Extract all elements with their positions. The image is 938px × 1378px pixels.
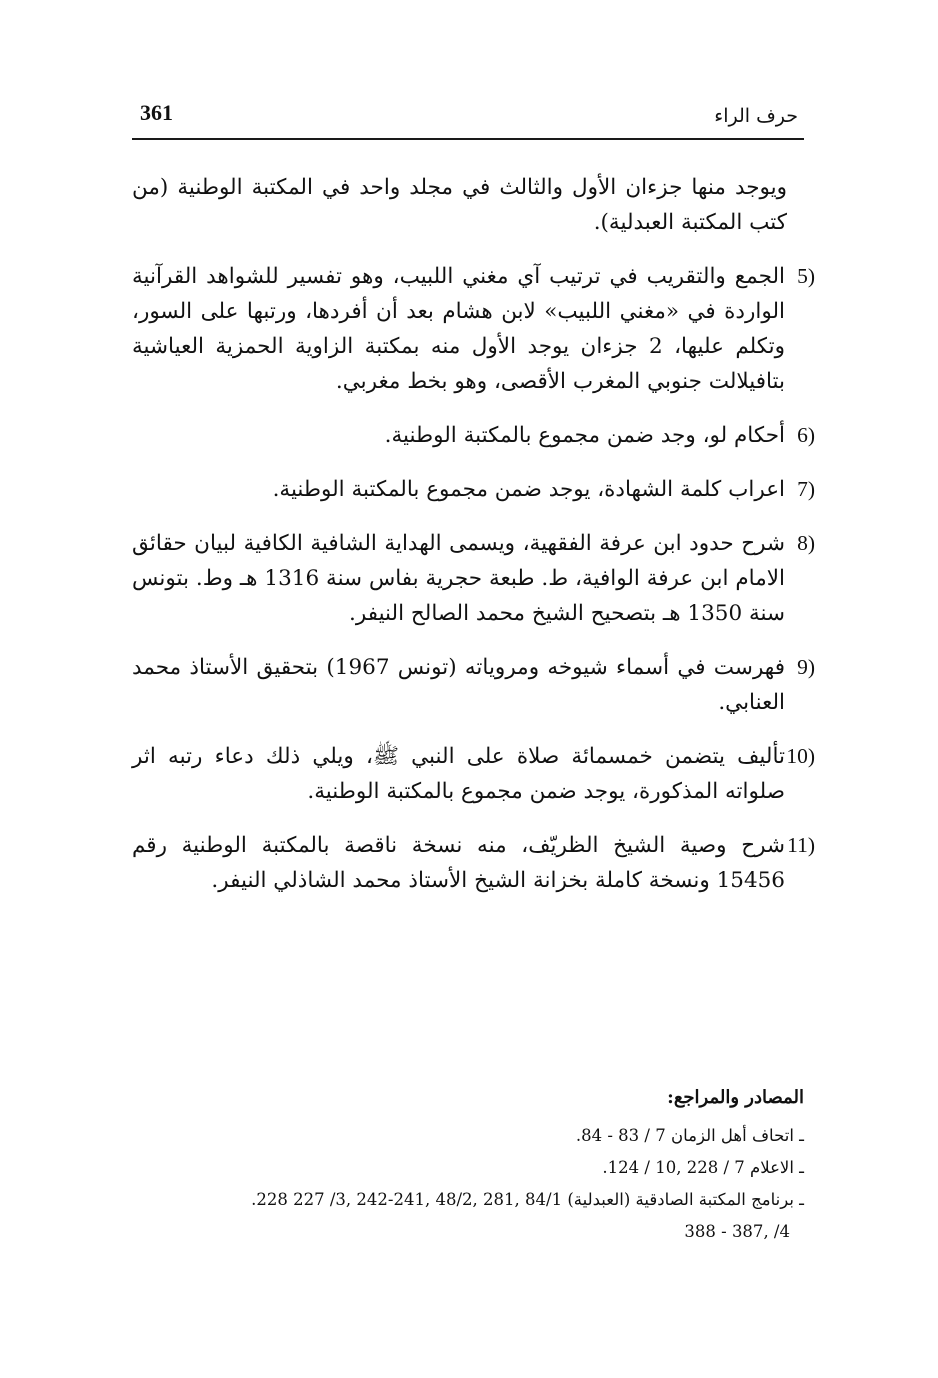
item-text: اعراب كلمة الشهادة، يوجد ضمن مجموع بالمكتبة الوطنية. — [272, 477, 785, 502]
header-rule — [132, 138, 804, 140]
item-text: شرح حدود ابن عرفة الفقهية، ويسمى الهداية الشافية الكافية لبيان حقائق الامام ابن عرفة الوافية، ط. طبعة حجرية بفاس سنة 1316 هـ وط. بتونس سنة 1350 هـ بتصحيح الشيخ محمد الصالح النيفر. — [132, 531, 785, 626]
item-text: تأليف يتضمن خمسمائة صلاة على النبي ﷺ، ويلي ذلك دعاء رتبه اثر صلواته المذكورة، يوجد ضمن مجموع بالمكتبة الوطنية. — [132, 744, 785, 804]
item-text: فهرست في أسماء شيوخه ومروياته (تونس 1967) بتحقيق الأستاذ محمد العنابي. — [132, 655, 785, 715]
list-item-11 — [132, 828, 815, 898]
reference-continuation: 4/ ,387 - 388 — [684, 1222, 790, 1241]
running-head: حرف الراء — [714, 105, 798, 127]
item-number: 7) — [797, 477, 815, 501]
item-text: شرح وصية الشيخ الظريّف، منه نسخة ناقصة بالمكتبة الوطنية رقم 15456 ونسخة كاملة بخزانة الشيخ الأستاذ محمد الشاذلي النيفر. — [132, 833, 785, 893]
intro-paragraph: ويوجد منها جزءان الأول والثالث في مجلد واحد في المكتبة الوطنية (من كتب المكتبة العبدلية). — [132, 175, 787, 235]
item-number: 5) — [797, 264, 815, 288]
references-heading: المصادر والمراجع: — [667, 1087, 804, 1108]
item-number: 11) — [787, 833, 815, 857]
body-text — [132, 170, 815, 917]
references-section — [132, 1082, 804, 1248]
list-item-9 — [132, 650, 815, 720]
reference-line: ـ برنامج المكتبة الصادقية (العبدلية) 84/1 ,281 ,48/2 ,241-242 ,3/ 227 228. — [251, 1190, 804, 1209]
item-number: 6) — [797, 423, 815, 447]
list-item-8 — [132, 526, 815, 631]
list-item-5 — [132, 259, 815, 399]
list-item-6 — [132, 418, 815, 453]
item-number: 9) — [797, 655, 815, 679]
reference-line: ـ اتحاف أهل الزمان 7 / 83 - 84. — [575, 1126, 804, 1145]
reference-line: ـ الاعلام 7 / 228 ,10 / 124. — [602, 1158, 804, 1177]
item-number: 10) — [786, 744, 815, 768]
item-number: 8) — [797, 531, 815, 555]
item-text: أحكام لو، وجد ضمن مجموع بالمكتبة الوطنية. — [384, 423, 785, 448]
list-item-7 — [132, 472, 815, 507]
page-number: 361 — [140, 100, 173, 125]
item-text: الجمع والتقريب في ترتيب آي مغني اللبيب، وهو تفسير للشواهد القرآنية الواردة في «مغني اللبيب» لابن هشام بعد أن أفردها، ورتبها على السور، وتكلم عليها، 2 جزءان يوجد الأول منه بمكتبة الزاوية الحمزية العياشية بتافيلالت جنوبي المغرب الأقصى، وهو بخط مغربي. — [132, 264, 785, 394]
list-item-10 — [132, 739, 815, 809]
